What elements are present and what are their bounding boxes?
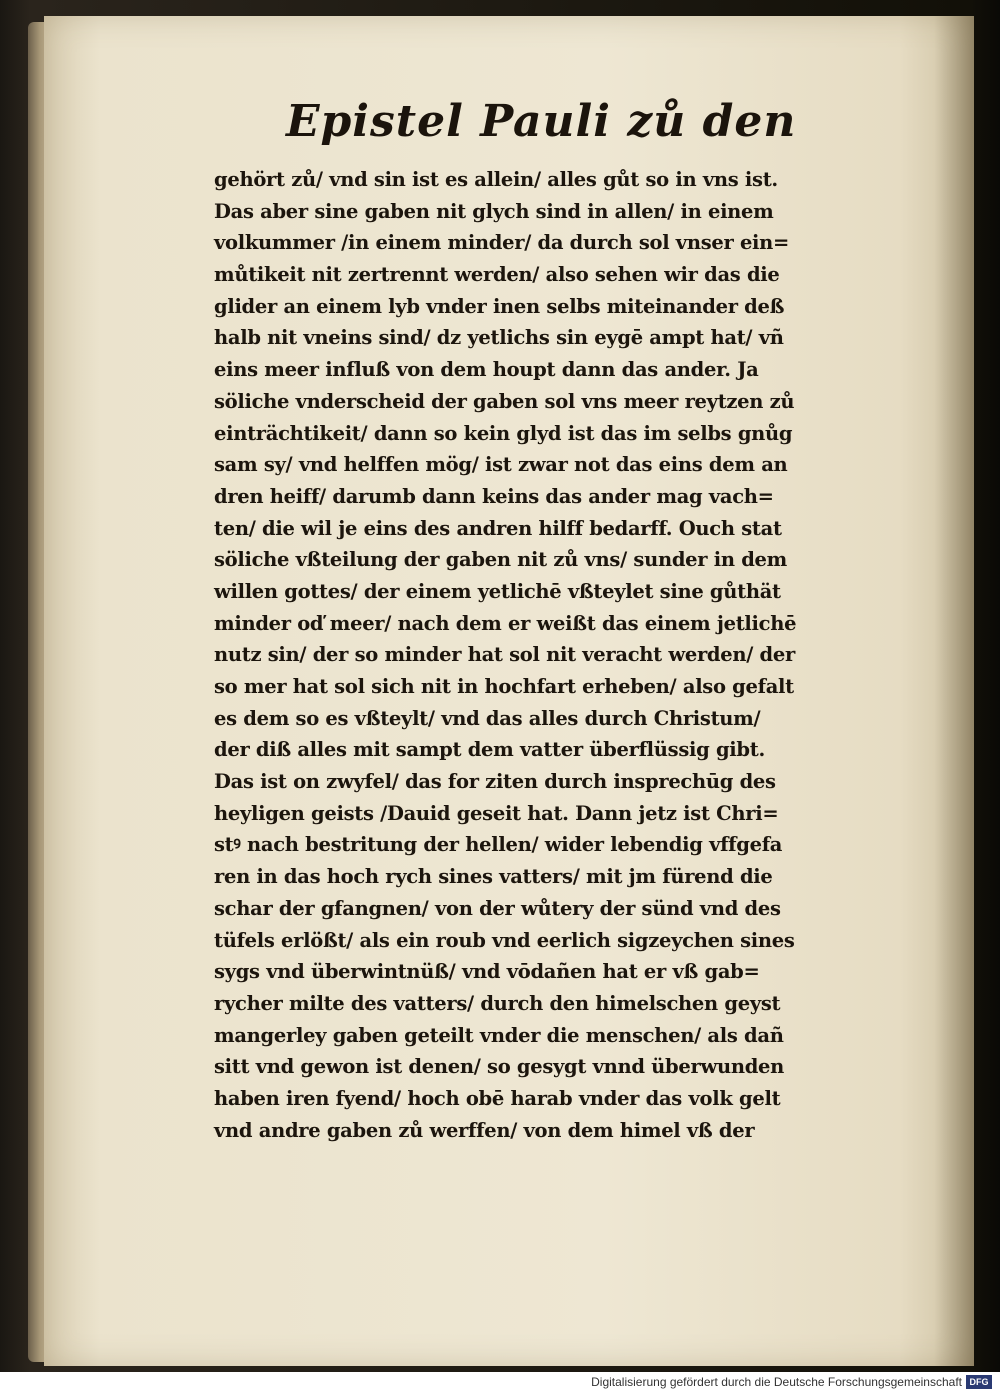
dfg-logo: DFG xyxy=(966,1375,992,1389)
text-line: volkummer /in einem minder/ da durch sol vnser ein= xyxy=(214,231,790,255)
footer-bar xyxy=(0,1372,1000,1395)
text-line: sygs vnd überwintnüß/ vnd vōdañen hat er vß gab= xyxy=(214,960,760,984)
text-line: dren heiff/ darumb dann keins das ander mag vach= xyxy=(214,484,774,508)
text-line: sam sy/ vnd helffen mög/ ist zwar not das eins dem an xyxy=(214,453,788,477)
text-line: rycher milte des vatters/ durch den himelschen geyst xyxy=(214,991,781,1015)
text-line: haben iren fyend/ hoch obē harab vnder das volk gelt xyxy=(214,1086,781,1110)
text-line: gehört zů/ vnd sin ist es allein/ alles gůt so in vns ist. xyxy=(214,168,778,191)
text-line: schar der gfangnen/ von der wůtery der sünd vnd des xyxy=(214,896,781,920)
text-line: söliche vßteilung der gaben nit zů vns/ sunder in dem xyxy=(214,548,787,572)
spine-shadow xyxy=(934,16,974,1366)
text-line: ten/ die wil je eins des andren hilff bedarff. Ouch stat xyxy=(214,516,782,540)
text-line: söliche vnderscheid der gaben sol vns meer reytzen zů xyxy=(214,389,795,413)
text-line: můtikeit nit zertrennt werden/ also sehen wir das die xyxy=(214,263,780,287)
text-line: stꝰ nach bestritung der hellen/ wider lebendig vffgefa xyxy=(214,833,783,857)
text-line: tüfels erlößt/ als ein roub vnd eerlich sigzeychen sines xyxy=(214,928,795,952)
text-line: der diß alles mit sampt dem vatter überflüssig gibt. xyxy=(214,738,765,762)
text-line: halb nit vneins sind/ dz yetlichs sin eygē ampt hat/ vñ xyxy=(214,326,784,350)
text-line: minder oď meer/ nach dem er weißt das einem jetlichē xyxy=(214,611,797,635)
text-line: mangerley gaben geteilt vnder die menschen/ als dañ xyxy=(214,1023,784,1047)
text-line: ren in das hoch rych sines vatters/ mit jm fürend die xyxy=(214,865,773,889)
body-text xyxy=(214,164,914,1146)
text-line: es dem so es vßteylt/ vnd das alles durch Christum/ xyxy=(214,706,761,730)
text-line: vnd andre gaben zů werffen/ von dem himel vß der xyxy=(214,1118,755,1142)
text-line: Das ist on zwyfel/ das for ziten durch insprechūg des xyxy=(214,770,776,794)
text-line: Das aber sine gaben nit glych sind in allen/ in einem xyxy=(214,199,774,223)
text-line: heyligen geists /Dauid geseit hat. Dann jetz ist Chri= xyxy=(214,801,779,825)
text-line: eins meer influß von dem houpt dann das ander. Ja xyxy=(214,358,759,382)
text-line: glider an einem lyb vnder inen selbs miteinander deß xyxy=(214,294,785,318)
text-line: nutz sin/ der so minder hat sol nit veracht werden/ der xyxy=(214,643,795,667)
footer-credit: Digitalisierung gefördert durch die Deutsche Forschungsgemeinschaft xyxy=(591,1375,962,1389)
text-line: sitt vnd gewon ist denen/ so gesygt vnnd überwunden xyxy=(214,1055,785,1079)
text-line: so mer hat sol sich nit in hochfart erheben/ also gefalt xyxy=(214,675,794,698)
text-line: einträchtikeit/ dann so kein glyd ist das im selbs gnůg xyxy=(214,421,793,445)
running-head: Epistel Pauli zů den xyxy=(286,96,797,147)
text-line: willen gottes/ der einem yetlichē vßteylet sine gůthät xyxy=(214,579,781,603)
